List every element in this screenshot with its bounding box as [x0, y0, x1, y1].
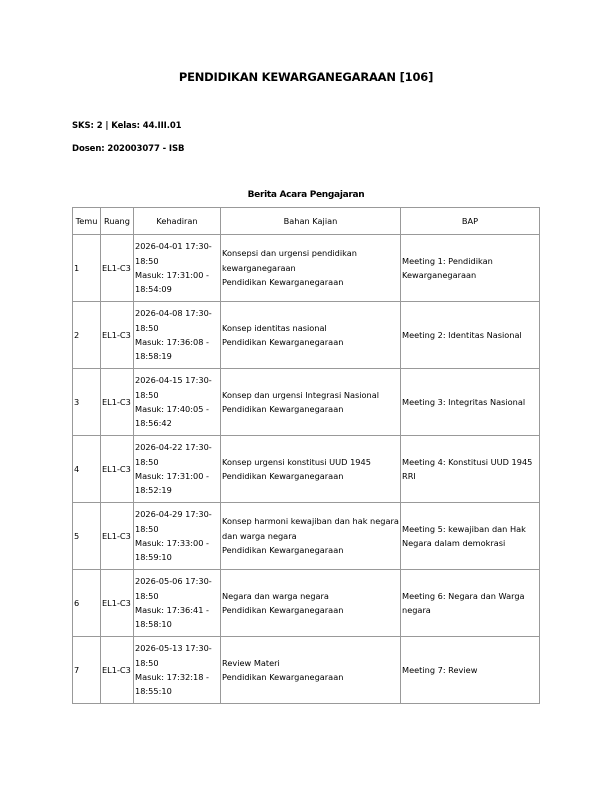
table-header-row	[73, 208, 540, 235]
cell-temu	[73, 637, 101, 704]
header-bahan-kajian: Bahan Kajian	[221, 208, 401, 235]
ruang-value: EL1-C3	[102, 597, 131, 608]
cell-temu	[73, 570, 101, 637]
document-title: PENDIDIKAN KEWARGANEGARAAN [106]	[178, 70, 434, 84]
kajian-topic: Konsep identitas nasional	[222, 322, 327, 333]
temu-value: 1	[74, 262, 80, 273]
bap-value: Meeting 4: Konstitusi UUD 1945 RRI	[402, 456, 533, 481]
jadwal-value: 2026-05-06 17:30-18:50	[135, 576, 212, 601]
cell-ruang	[101, 570, 134, 637]
bap-value: Meeting 6: Negara dan Warga negara	[402, 590, 525, 615]
kajian-course: Pendidikan Kewarganegaraan	[222, 471, 344, 481]
sks-kelas-info: SKS: 2 | Kelas: 44.III.01	[72, 121, 182, 131]
kajian-topic: Konsep harmoni kewajiban dan hak negara dan warga negara	[222, 516, 399, 541]
cell-bahan-kajian	[221, 503, 401, 570]
kajian-course: Pendidikan Kewarganegaraan	[222, 337, 344, 347]
jadwal-value: 2026-04-01 17:30-18:50	[135, 241, 212, 266]
cell-ruang	[101, 369, 134, 436]
cell-temu	[73, 235, 101, 302]
cell-bap	[401, 503, 540, 570]
cell-temu	[73, 369, 101, 436]
temu-value: 7	[74, 664, 80, 675]
masuk-value: Masuk: 17:40:05 - 18:56:42	[135, 404, 209, 429]
ruang-value: EL1-C3	[102, 396, 131, 407]
cell-temu	[73, 436, 101, 503]
cell-ruang	[101, 302, 134, 369]
table-row	[73, 637, 540, 704]
jadwal-value: 2026-04-08 17:30-18:50	[135, 308, 212, 333]
masuk-value: Masuk: 17:31:00 - 18:52:19	[135, 471, 209, 496]
header-kehadiran: Kehadiran	[134, 208, 221, 235]
kajian-topic: Konsep urgensi konstitusi UUD 1945	[222, 456, 371, 467]
table-row	[73, 570, 540, 637]
cell-temu	[73, 302, 101, 369]
cell-ruang	[101, 235, 134, 302]
cell-kehadiran	[134, 369, 221, 436]
temu-value: 2	[74, 329, 80, 340]
cell-kehadiran	[134, 436, 221, 503]
masuk-value: Masuk: 17:31:00 - 18:54:09	[135, 270, 209, 295]
ruang-value: EL1-C3	[102, 664, 131, 675]
table-row	[73, 436, 540, 503]
cell-bap	[401, 436, 540, 503]
cell-bahan-kajian	[221, 436, 401, 503]
table-caption: Berita Acara Pengajaran	[247, 190, 365, 200]
cell-kehadiran	[134, 302, 221, 369]
jadwal-value: 2026-04-15 17:30-18:50	[135, 375, 212, 400]
cell-kehadiran	[134, 637, 221, 704]
kajian-topic: Konsepsi dan urgensi pendidikan kewarganegaraan	[222, 248, 357, 273]
masuk-value: Masuk: 17:33:00 - 18:59:10	[135, 538, 209, 563]
cell-bahan-kajian	[221, 570, 401, 637]
kajian-topic: Konsep dan urgensi Integrasi Nasional	[222, 389, 379, 400]
cell-kehadiran	[134, 235, 221, 302]
cell-bahan-kajian	[221, 235, 401, 302]
table-row	[73, 235, 540, 302]
cell-ruang	[101, 503, 134, 570]
cell-bap	[401, 302, 540, 369]
jadwal-value: 2026-05-13 17:30-18:50	[135, 643, 212, 668]
table-row	[73, 302, 540, 369]
bap-value: Meeting 2: Identitas Nasional	[402, 329, 522, 340]
cell-temu	[73, 503, 101, 570]
ruang-value: EL1-C3	[102, 262, 131, 273]
header-bap: BAP	[401, 208, 540, 235]
kajian-course: Pendidikan Kewarganegaraan	[222, 404, 344, 414]
masuk-value: Masuk: 17:36:08 - 18:58:19	[135, 337, 209, 362]
header-temu: Temu	[73, 208, 101, 235]
kajian-course: Pendidikan Kewarganegaraan	[222, 672, 344, 682]
table-row	[73, 503, 540, 570]
cell-kehadiran	[134, 503, 221, 570]
cell-bap	[401, 637, 540, 704]
masuk-value: Masuk: 17:32:18 - 18:55:10	[135, 672, 209, 697]
kajian-course: Pendidikan Kewarganegaraan	[222, 545, 344, 556]
cell-bap	[401, 369, 540, 436]
header-ruang: Ruang	[101, 208, 134, 235]
temu-value: 6	[74, 597, 80, 608]
bap-table	[72, 207, 540, 704]
kajian-topic: Review Materi	[222, 657, 280, 668]
cell-bap	[401, 235, 540, 302]
cell-bahan-kajian	[221, 302, 401, 369]
cell-ruang	[101, 637, 134, 704]
cell-bap	[401, 570, 540, 637]
temu-value: 3	[74, 396, 80, 407]
bap-value: Meeting 7: Review	[402, 664, 478, 675]
ruang-value: EL1-C3	[102, 530, 131, 541]
cell-kehadiran	[134, 570, 221, 637]
table-row	[73, 369, 540, 436]
jadwal-value: 2026-04-29 17:30-18:50	[135, 509, 212, 534]
jadwal-value: 2026-04-22 17:30-18:50	[135, 442, 212, 467]
dosen-info: Dosen: 202003077 - ISB	[72, 144, 185, 154]
kajian-topic: Negara dan warga negara	[222, 590, 329, 601]
ruang-value: EL1-C3	[102, 463, 131, 474]
cell-bahan-kajian	[221, 369, 401, 436]
kajian-course: Pendidikan Kewarganegaraan	[222, 277, 344, 288]
cell-ruang	[101, 436, 134, 503]
temu-value: 5	[74, 530, 80, 541]
bap-value: Meeting 1: Pendidikan Kewarganegaraan	[402, 255, 493, 280]
bap-value: Meeting 3: Integritas Nasional	[402, 396, 526, 407]
masuk-value: Masuk: 17:36:41 - 18:58:10	[135, 605, 209, 630]
kajian-course: Pendidikan Kewarganegaraan	[222, 605, 344, 615]
ruang-value: EL1-C3	[102, 329, 131, 340]
bap-value: Meeting 5: kewajiban dan Hak Negara dalam demokrasi	[402, 523, 526, 548]
cell-bahan-kajian	[221, 637, 401, 704]
temu-value: 4	[74, 463, 80, 474]
